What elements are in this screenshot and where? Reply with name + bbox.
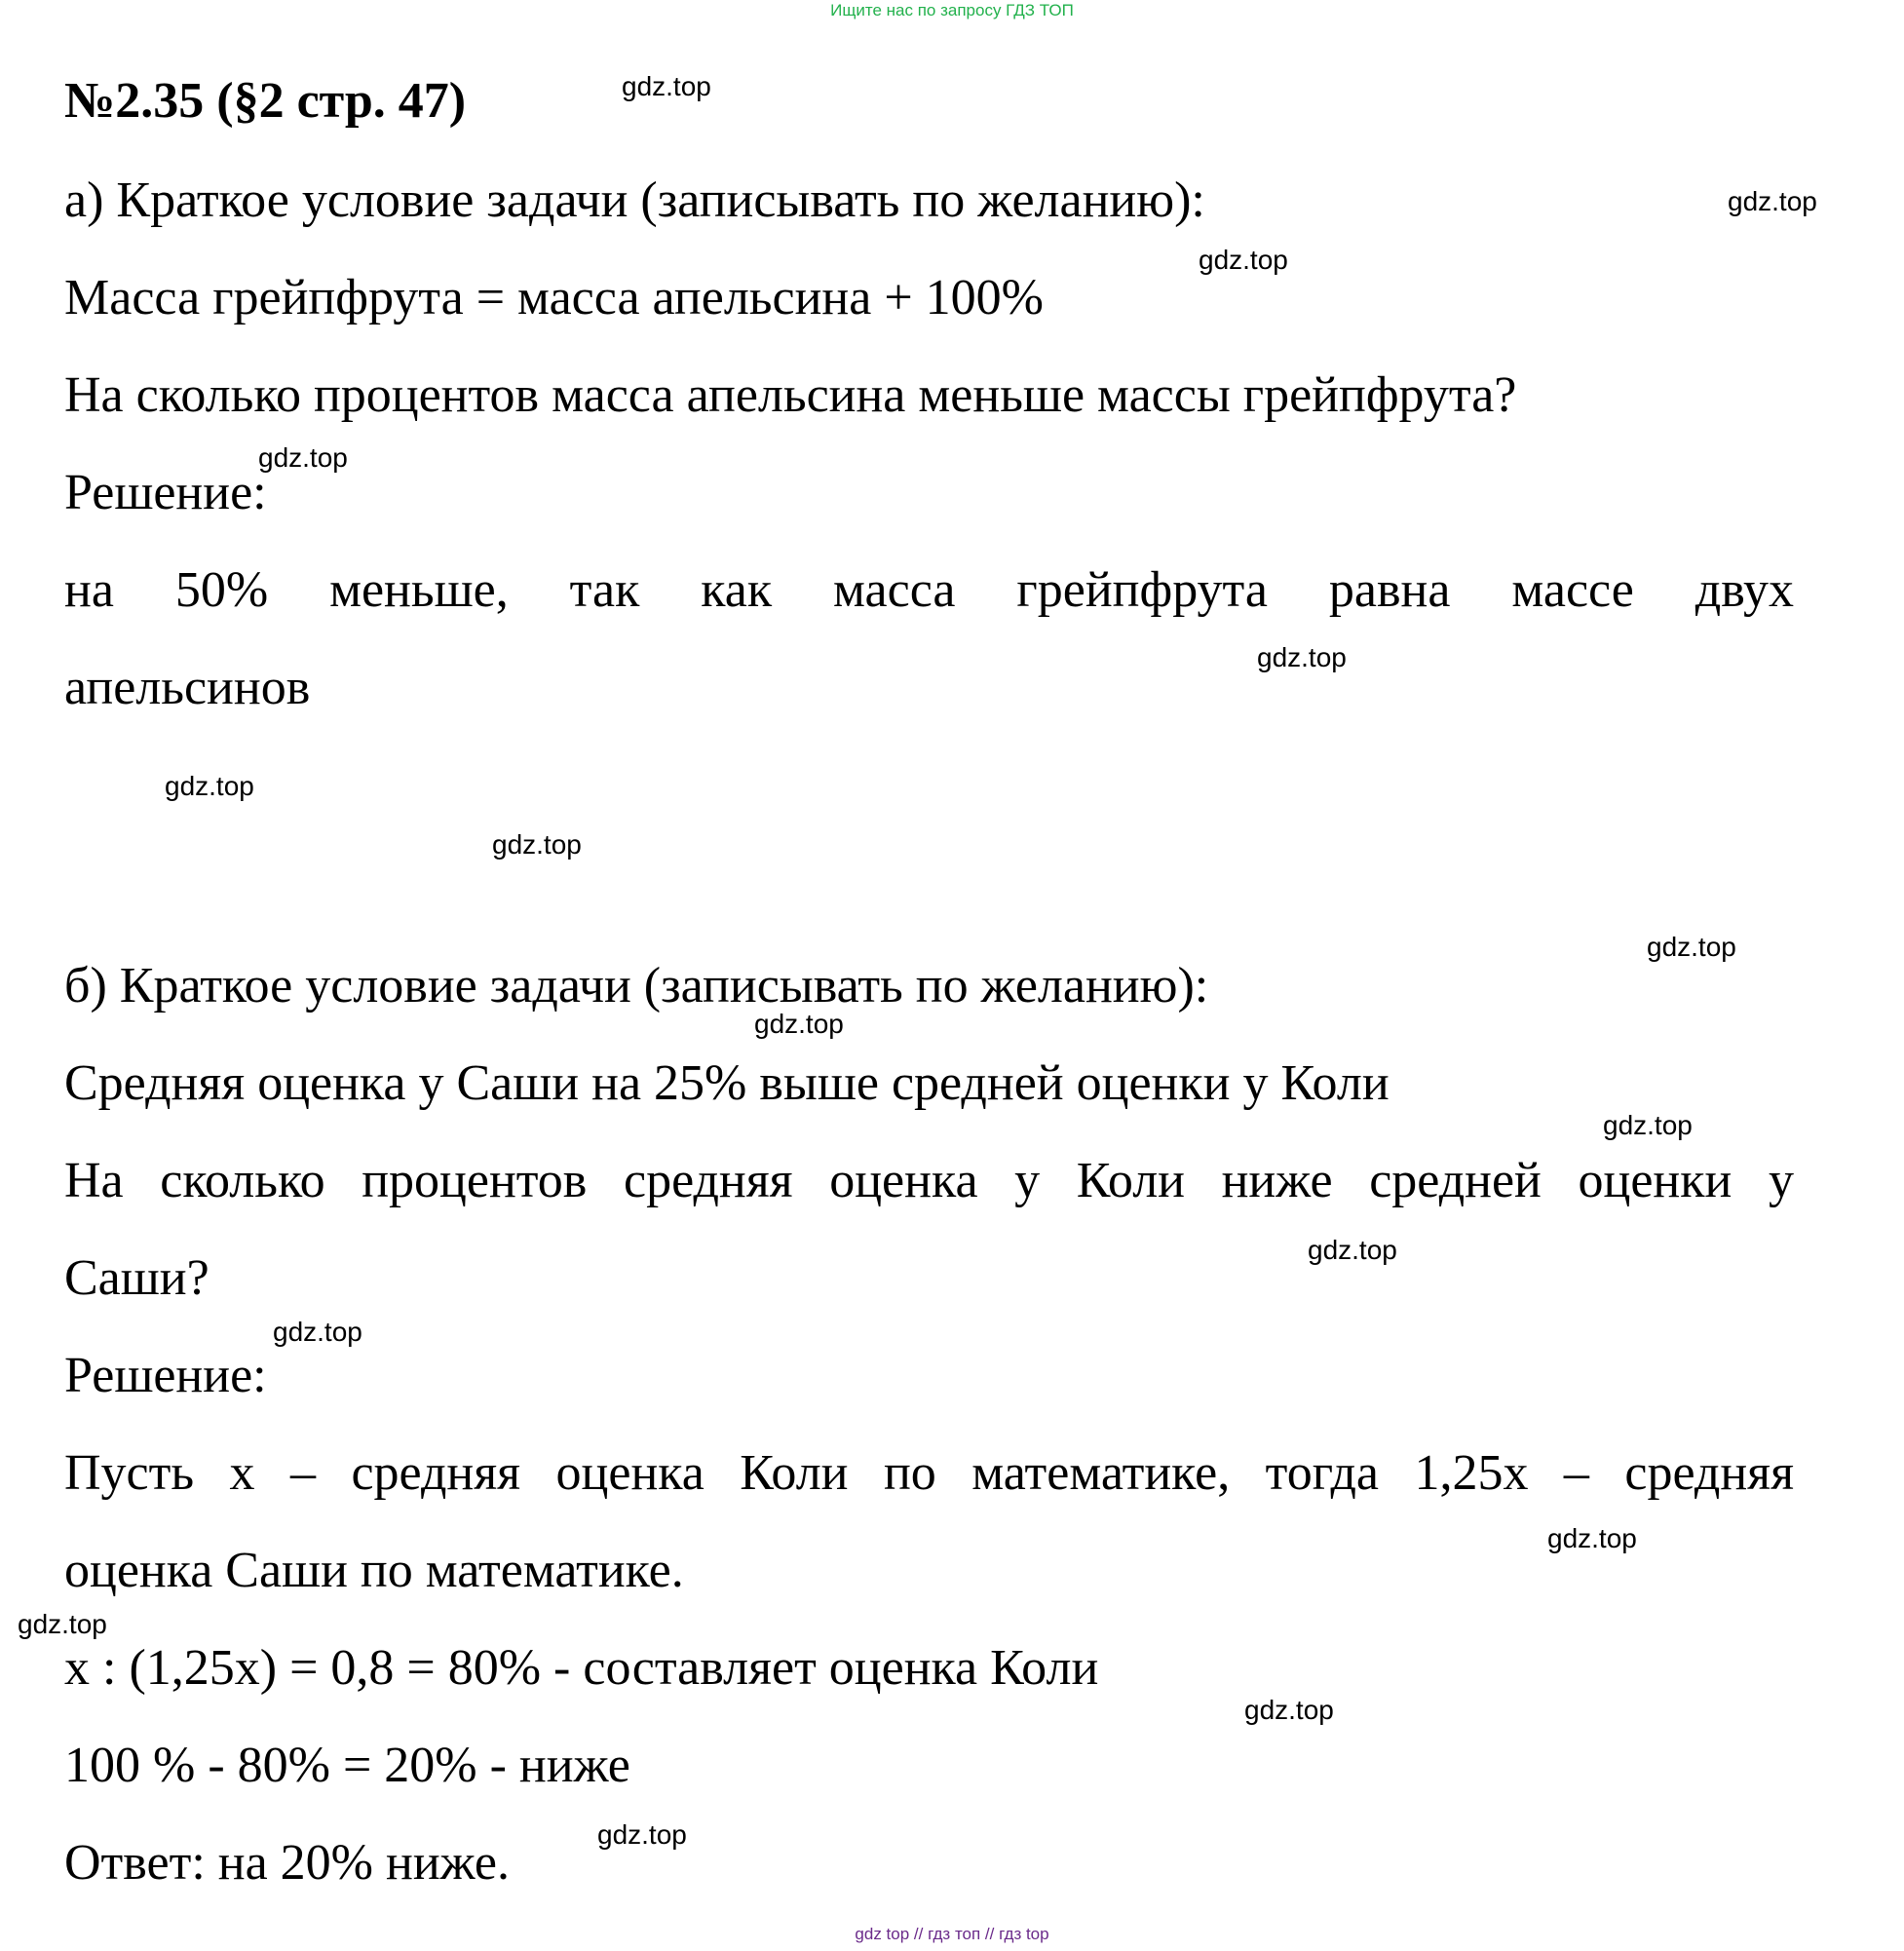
watermark: gdz.top — [597, 1819, 687, 1850]
part-b-solution-label: Решение: — [64, 1348, 267, 1403]
part-b-question-line-2: Саши? — [64, 1250, 209, 1306]
part-b-question-line-1: На сколько процентов средняя оценка у Коли ниже средней оценки у — [64, 1153, 1794, 1208]
part-b-calc-2: 100 % - 80% = 20% - ниже — [64, 1738, 630, 1793]
watermark: gdz.top — [1603, 1110, 1693, 1140]
watermark: gdz.top — [273, 1317, 362, 1347]
top-banner: Ищите нас по запросу ГДЗ ТОП — [830, 1, 1074, 19]
part-a-question: На сколько процентов масса апельсина меньше массы грейпфрута? — [64, 367, 1517, 423]
watermark: gdz.top — [258, 442, 348, 473]
watermark: gdz.top — [1547, 1523, 1637, 1553]
watermark: gdz.top — [165, 771, 254, 801]
part-a-solution-line-1: на 50% меньше, так как масса грейпфрута равна массе двух — [64, 562, 1794, 618]
watermark: gdz.top — [1257, 642, 1347, 672]
watermark: gdz.top — [492, 829, 582, 860]
part-a-heading: а) Краткое условие задачи (записывать по желанию): — [64, 172, 1205, 228]
watermark: gdz.top — [1308, 1235, 1397, 1265]
watermark: gdz.top — [18, 1609, 107, 1639]
watermark: gdz.top — [1199, 245, 1288, 275]
watermark: gdz.top — [754, 1009, 844, 1039]
part-a-condition: Масса грейпфрута = масса апельсина + 100% — [64, 270, 1044, 325]
watermark: gdz.top — [1244, 1695, 1334, 1725]
part-b-solution-line-2: оценка Саши по математике. — [64, 1543, 684, 1598]
problem-title: №2.35 (§2 стр. 47) — [64, 73, 467, 129]
part-b-solution-line-1: Пусть х – средняя оценка Коли по математике, тогда 1,25х – средняя — [64, 1445, 1794, 1501]
watermark: gdz.top — [622, 71, 711, 101]
part-a-solution-label: Решение: — [64, 465, 267, 520]
part-b-calc-1: х : (1,25х) = 0,8 = 80% - составляет оценка Коли — [64, 1640, 1099, 1696]
part-b-condition: Средняя оценка у Саши на 25% выше средней оценки у Коли — [64, 1055, 1390, 1111]
part-b-heading: б) Краткое условие задачи (записывать по желанию): — [64, 958, 1209, 1014]
part-a-solution-line-2: апельсинов — [64, 660, 311, 715]
watermark: gdz.top — [1647, 932, 1736, 962]
watermark: gdz.top — [1728, 186, 1817, 216]
footer-links: gdz top // гдз топ // гдз top — [855, 1925, 1049, 1943]
part-b-answer: Ответ: на 20% ниже. — [64, 1835, 510, 1891]
